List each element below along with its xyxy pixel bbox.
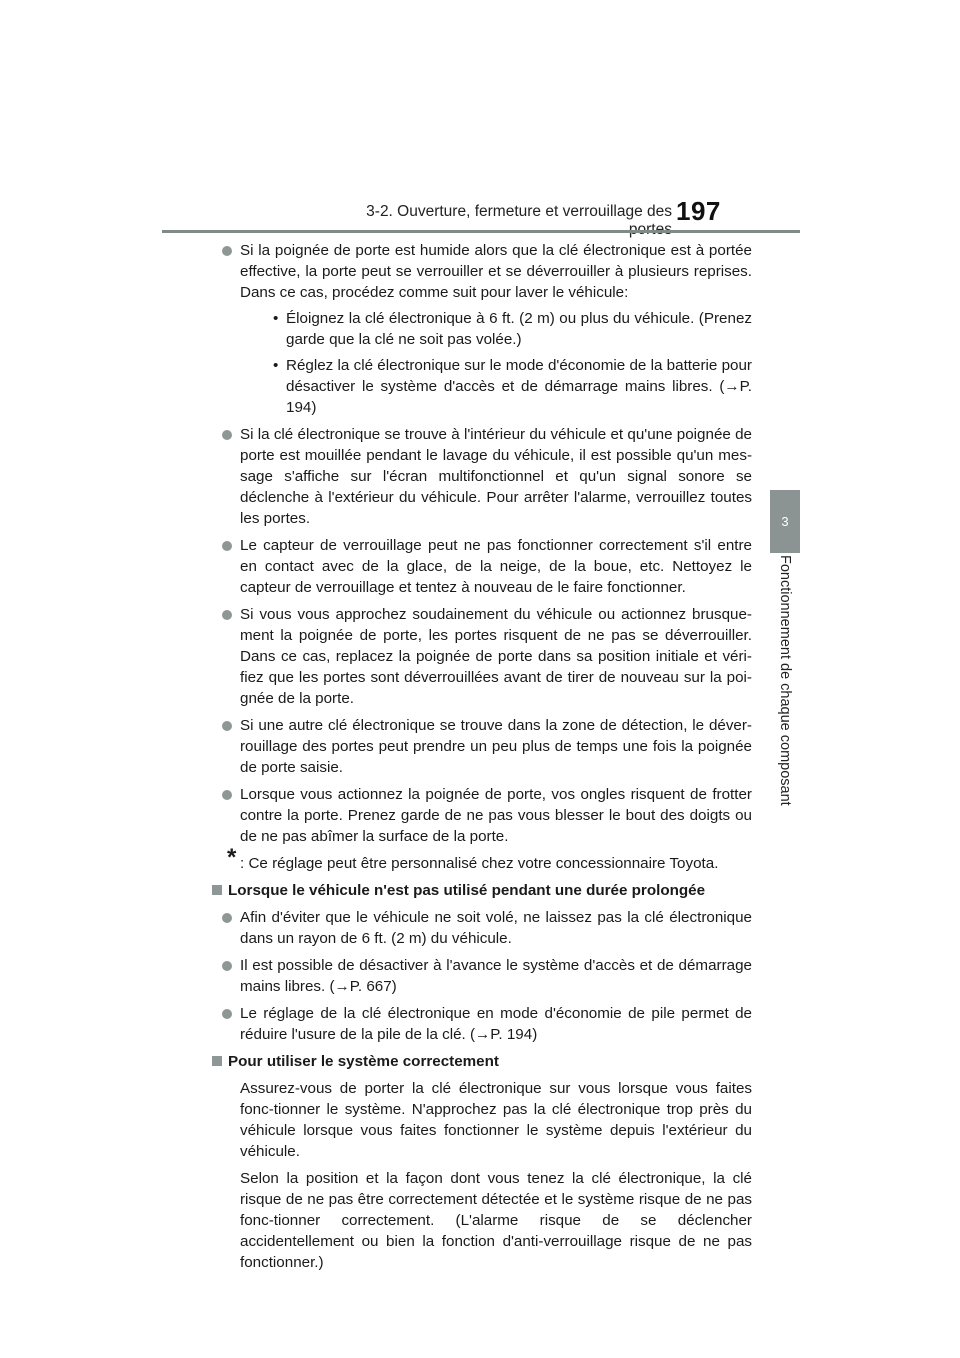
bullet-item [210,715,752,778]
page-number: 197 [676,196,721,226]
sub-item [240,308,752,350]
page-content [210,240,752,1279]
paragraph: Assurez-vous de porter la clé électronique sur vous lorsque vous faites fonc-tionner le système. N'approchez pas la clé électronique trop près du véhicule lorsque vous faites fonctionner le système depuis l'extérieur du véhicule. [240,1080,752,1160]
paragraph: Selon la position et la façon dont vous tenez la clé électronique, la clé risque de ne pas être correctement détectée et le système risque de ne pas fonc-tionner correctement. (L'alarme risque de se déclencher accidentellement ou bien la fonction d'anti-verrouillage risque de ne pas fonctionner.) [240,1170,752,1271]
bullet-dot-icon [222,430,232,440]
bullet-dot-icon [222,721,232,731]
bullet-text: Si la clé électronique se trouve à l'intérieur du véhicule et qu'une poignée de porte est mouillée pendant le lavage du véhicule, il est possible qu'un mes-sage s'affiche sur l'écran multifonctionnel et qu'un signal sonore se déclenche à l'extérieur du véhicule. Pour arrêter l'alarme, verrouillez toutes les portes. [240,426,752,527]
section-heading-text: Pour utiliser le système correctement [228,1053,499,1070]
bullet-text: Lorsque vous actionnez la poignée de porte, vos ongles risquent de frotter contre la porte. Prenez garde de ne pas vous blesser le bout des doigts ou de ne pas abîmer la surface de la porte. [240,786,752,845]
section-header: 3-2. Ouverture, fermeture et verrouillage des [366,203,672,220]
section-heading [210,1051,752,1072]
bullet-dot-icon [222,541,232,551]
bullet-dot-icon [222,961,232,971]
chapter-tab: 3 [770,490,800,553]
bullet-item [210,907,752,949]
bullet-text: Si une autre clé électronique se trouve dans la zone de détection, le déver-rouillage des portes peut prendre un peu plus de temps une fois la poignée de porte saisie. [240,717,752,776]
bullet-item [210,424,752,529]
bullet-item [210,955,752,997]
bullet-dot-icon [222,246,232,256]
chapter-title-vertical [774,555,796,811]
bullet-dot-icon [222,790,232,800]
bullet-dot-icon [222,913,232,923]
bullet-dot-icon [222,1009,232,1019]
bullet-item [210,1003,752,1045]
footnote-text: : Ce réglage peut être personnalisé chez votre concessionnaire Toyota. [240,855,719,872]
bullet-text: Il est possible de désactiver à l'avance le système d'accès et de démarrage mains libres. (→P. 667) [240,957,752,995]
bullet-text: Si vous vous approchez soudainement du véhicule ou actionnez brusque-ment la poignée de porte, les portes risquent de ne pas se déverrouiller. Dans ce cas, replacez la poignée de porte dans sa position initiale et véri-fiez que les portes sont déverrouillées avant de tirer de nouveau sur la poi-gnée de la porte. [240,606,752,707]
section-heading [210,880,752,901]
sub-item-text: Éloignez la clé électronique à 6 ft. (2 m) ou plus du véhicule. (Prenez garde que la clé ne soit pas volée.) [286,310,752,348]
bullet-item [210,784,752,847]
footnote-star: * [227,844,237,871]
bullet-text: Afin d'éviter que le véhicule ne soit volé, ne laissez pas la clé électronique dans un rayon de 6 ft. (2 m) du véhicule. [240,909,752,947]
section-heading-text: Lorsque le véhicule n'est pas utilisé pendant une durée prolongée [228,882,706,899]
bullet-text: Si la poignée de porte est humide alors que la clé électronique est à portée effective, la porte peut se verrouiller et se déverrouiller à plusieurs reprises. Dans ce cas, procédez comme suit pour laver le véhicule: [240,242,752,301]
square-bullet-icon [212,1056,222,1066]
bullet-item [210,535,752,598]
bullet-text: Le réglage de la clé électronique en mode d'économie de pile permet de réduire l'usure de la pile de la clé. (→P. 194) [240,1005,752,1043]
sub-bullet-mark: • [273,310,279,327]
sub-bullet-mark: • [273,357,279,374]
sub-item-text: Réglez la clé électronique sur le mode d'économie de la batterie pour désactiver le système d'accès et de démarrage mains libres. (→P. 194) [286,357,752,416]
footnote [210,844,752,874]
square-bullet-icon [212,885,222,895]
sub-item [240,355,752,418]
bullet-dot-icon [222,610,232,620]
header-rule [162,230,800,233]
chapter-title: Fonctionnement de chaque composant [777,555,793,806]
bullet-item [210,240,752,418]
bullet-item [210,604,752,709]
bullet-text: Le capteur de verrouillage peut ne pas fonctionner correctement s'il entre en contact avec de la glace, de la neige, de la boue, etc. Nettoyez le capteur de verrouillage et tentez à nouveau de le faire fonctionner. [240,537,752,596]
